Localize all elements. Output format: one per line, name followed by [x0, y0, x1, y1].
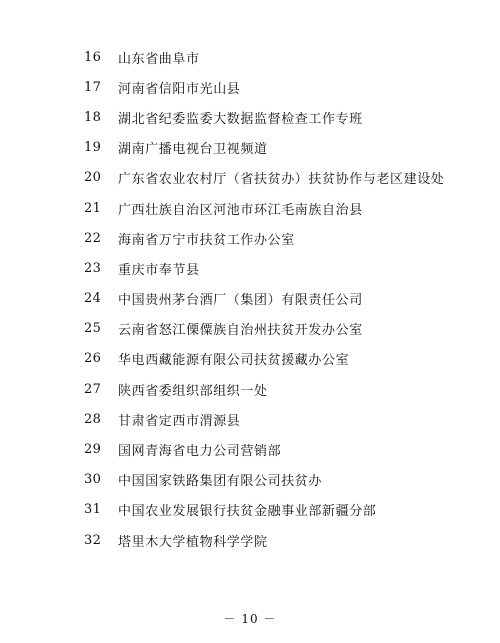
list-item — [84, 495, 484, 525]
item-number: 27 — [84, 381, 102, 397]
list-item — [84, 404, 484, 434]
item-organization-name: 中国农业发展银行扶贫金融事业部新疆分部 — [118, 504, 377, 520]
item-number: 17 — [84, 79, 102, 95]
item-organization-name: 华电西藏能源有限公司扶贫援藏办公室 — [118, 353, 350, 369]
item-organization-name: 湖北省纪委监委大数据监督检查工作专班 — [118, 111, 363, 127]
item-number: 30 — [84, 472, 102, 488]
item-organization-name: 广西壮族自治区河池市环江毛南族自治县 — [118, 202, 363, 218]
item-organization-name: 中国贵州茅台酒厂（集团）有限责任公司 — [118, 293, 363, 309]
list-item — [84, 434, 484, 464]
list-item — [84, 163, 484, 193]
item-number: 22 — [84, 230, 102, 246]
item-organization-name: 国网青海省电力公司营销部 — [118, 444, 282, 460]
list-item — [84, 193, 484, 223]
item-number: 23 — [84, 260, 102, 276]
list-item — [84, 525, 484, 555]
list-item — [84, 284, 484, 314]
list-item — [84, 465, 484, 495]
item-organization-name: 山东省曲阜市 — [118, 51, 200, 67]
item-organization-name: 重庆市奉节县 — [118, 262, 200, 278]
item-number: 29 — [84, 442, 102, 458]
item-organization-name: 河南省信阳市光山县 — [118, 81, 241, 97]
item-number: 20 — [84, 170, 102, 186]
item-organization-name: 陕西省委组织部组织一处 — [118, 383, 268, 399]
list-item — [84, 42, 484, 72]
item-number: 24 — [84, 291, 102, 307]
item-number: 28 — [84, 411, 102, 427]
item-organization-name: 塔里木大学植物科学学院 — [118, 534, 268, 550]
item-organization-name: 广东省农业农村厅（省扶贫办）扶贫协作与老区建设处 — [118, 172, 445, 188]
item-number: 26 — [84, 351, 102, 367]
item-organization-name: 中国国家铁路集团有限公司扶贫办 — [118, 474, 323, 490]
organization-list — [84, 42, 484, 555]
item-organization-name: 甘肃省定西市渭源县 — [118, 413, 241, 429]
item-number: 19 — [84, 140, 102, 156]
item-number: 25 — [84, 321, 102, 337]
item-number: 21 — [84, 200, 102, 216]
item-organization-name: 海南省万宁市扶贫工作办公室 — [118, 232, 295, 248]
list-item — [84, 374, 484, 404]
item-organization-name: 云南省怒江傈僳族自治州扶贫开发办公室 — [118, 323, 363, 339]
item-number: 18 — [84, 109, 102, 125]
page-number: － 10 － — [223, 612, 277, 626]
list-item — [84, 344, 484, 374]
list-item — [84, 102, 484, 132]
list-item — [84, 223, 484, 253]
list-item — [84, 133, 484, 163]
list-item — [84, 253, 484, 283]
item-organization-name: 湖南广播电视台卫视频道 — [118, 142, 268, 158]
list-item — [84, 314, 484, 344]
list-item — [84, 72, 484, 102]
item-number: 16 — [84, 49, 102, 65]
item-number: 31 — [84, 502, 102, 518]
item-number: 32 — [84, 532, 102, 548]
